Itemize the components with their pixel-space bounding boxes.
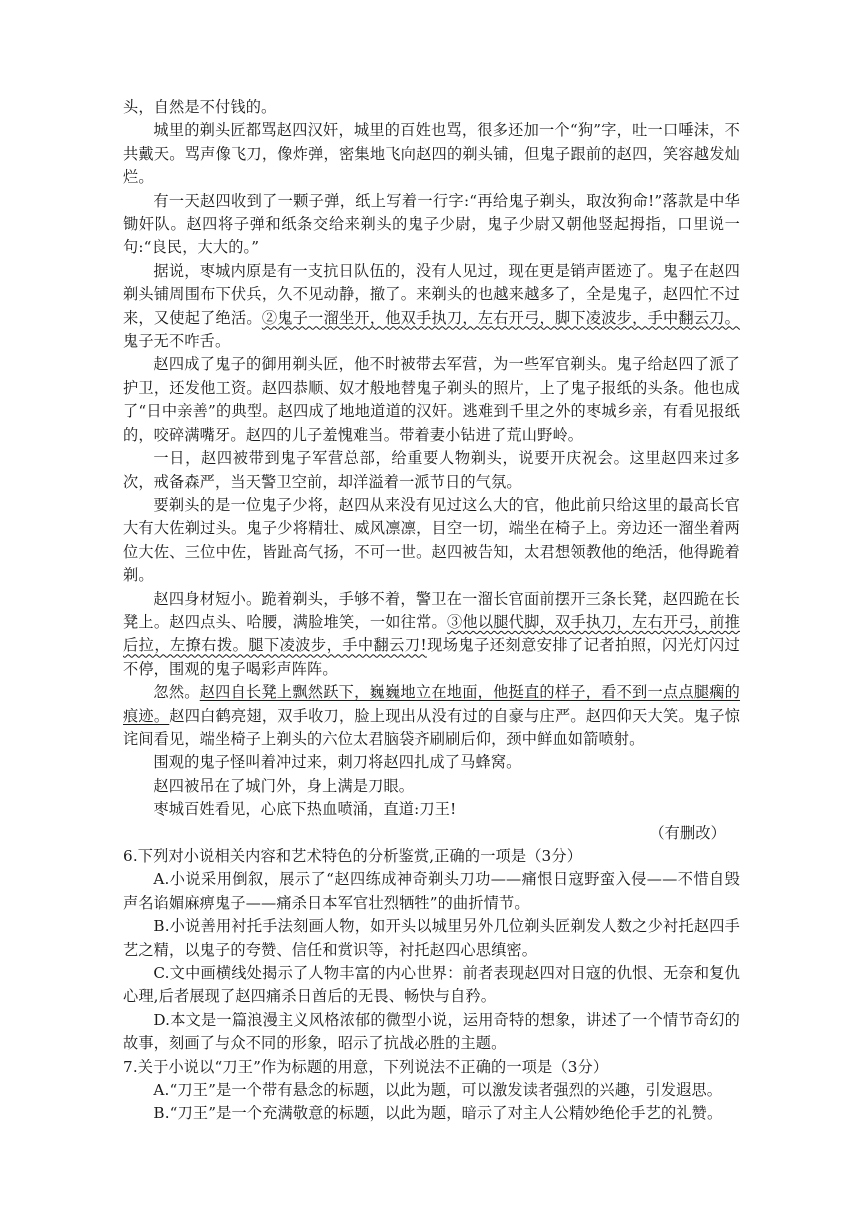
question-6-option-a: A.小说采用倒叙，展示了“赵四练成神奇剃头刀功——痛恨日寇野蛮入侵——不惜自毁声名谄媚麻痹鬼子——痛杀日本军官壮烈牺牲”的曲折情节。 bbox=[123, 870, 740, 912]
question-7-option-a: A.“刀王”是一个带有悬念的标题，以此为题，可以激发读者强烈的兴趣，引发遐思。 bbox=[153, 1081, 723, 1100]
paragraph-text: 赵四身材短小。跪着剃头，手够不着，警卫在一溜长官面前摆开三条长凳，赵四跪在长凳上。赵四点头、哈腰，满脸堆笑，一如往常。 bbox=[123, 589, 740, 631]
paragraph-text: 现场鬼子还刻意安排了记者拍照，闪光灯闪过不停，围观的鬼子喝彩声阵阵。 bbox=[123, 636, 740, 678]
question-6-stem: 6.下列对小说相关内容和艺术特色的分析鉴赏,正确的一项是（3分） bbox=[123, 847, 583, 865]
paragraph-text: 赵四白鹤亮翅，双手收刀，脸上现出从没有过的自豪与庄严。赵四仰天大笑。鬼子惊诧间看见，端坐椅子上剃头的六位太君脑袋齐刷刷后仰，颈中鲜血如箭喷射。 bbox=[123, 706, 740, 748]
passage-paragraph: 赵四成了鬼子的御用剃头匠，他不时被带去军营，为一些军官剃头。鬼子给赵四了派了护卫，还发他工资。赵四恭顺、奴才般地替鬼子剃头的照片，上了鬼子报纸的头条。他也成了“日中亲善”的典型。赵四成了地地道道的汉奸。逃难到千里之外的枣城乡亲，有看见报纸的，咬碎满嘴牙。赵四的儿子羞愧难当。带着妻小钻进了荒山野岭。 bbox=[123, 355, 740, 444]
underlined-sentence-2: ②鬼子一溜坐开，他双手执刀，左右开弓，脚下凌波步，手中翻云刀。 bbox=[261, 308, 740, 327]
source-note: （有删改） bbox=[649, 823, 726, 842]
passage-paragraph: 头，自然是不付钱的。 bbox=[123, 98, 277, 116]
question-6-option-c: C.文中画横线处揭示了人物丰富的内心世界：前者表现赵四对日寇的仇恨、无奈和复仇心理,后者展现了赵四痛杀日酋后的无畏、畅快与自矜。 bbox=[123, 964, 740, 1006]
question-7-stem: 7.关于小说以“刀王”作为标题的用意，下列说法不正确的一项是（3分） bbox=[123, 1057, 609, 1076]
passage-paragraph: 围观的鬼子怪叫着冲过来，刺刀将赵四扎成了马蜂窝。 bbox=[153, 753, 522, 772]
passage-paragraph bbox=[123, 681, 740, 751]
passage-paragraph: 赵四被吊在了城门外，身上满是刀眼。 bbox=[153, 776, 415, 795]
paragraph-text: 据说，枣城内原是有一支抗日队伍的，没有人见过，现在更是销声匿迹了。鬼子在赵四剃头铺周围布下伏兵，久不见动静，撤了。来剃头的也越来越多了，全是鬼子，赵四忙不过来，又使起了绝活。 bbox=[123, 261, 740, 327]
question-6-option-d: D.本文是一篇浪漫主义风格浓郁的微型小说，运用奇特的想象，讲述了一个情节奇幻的故事，刻画了与众不同的形象，昭示了抗战必胜的主题。 bbox=[123, 1010, 740, 1053]
underlined-sentence-3: ③他以腿代脚，双手执刀，左右开弓，前推后拉，左撩右拨。腿下凌波步，手中翻云刀! bbox=[123, 612, 740, 655]
passage-paragraph bbox=[123, 260, 740, 354]
paragraph-text: 鬼子无不咋舌。 bbox=[123, 332, 231, 351]
paragraph-text: 忽然。 bbox=[153, 683, 200, 702]
passage-paragraph: 枣城百姓看见，心底下热血喷涌，直道:刀王! bbox=[153, 800, 457, 819]
passage-paragraph: 有一天赵四收到了一颗子弹，纸上写着一行字:“再给鬼子剃头，取汝狗命!”落款是中华锄奸队。赵四将子弹和纸条交给来剃头的鬼子少尉，鬼子少尉又朝他竖起拇指，口里说一句:“良民，大大的。” bbox=[123, 191, 740, 257]
underlined-sentence: 赵四自长凳上飘然跃下，巍巍地立在地面，他挺直的样子，看不到一点点腿瘸的痕迹。 bbox=[123, 683, 741, 725]
question-7-option-b: B.“刀王”是一个充满敬意的标题，以此为题，暗示了对主人公精妙绝伦手艺的礼赞。 bbox=[153, 1104, 723, 1123]
passage-paragraph: 要剃头的是一位鬼子少将，赵四从来没有见过这么大的官，他此前只给这里的最高长官大有大佐剃过头。鬼子少将精壮、威风凛凛，目空一切，端坐在椅子上。旁边还一溜坐着两位大佐、三位中佐，皆趾高气扬，不可一世。赵四被告知，太君想领教他的绝活，他得跪着剃。 bbox=[123, 495, 740, 585]
passage-paragraph: 一日，赵四被带到鬼子军营总部，给重要人物剃头，说要开庆祝会。这里赵四来过多次，戒备森严，当天警卫空前，却洋溢着一派节日的气氛。 bbox=[123, 449, 740, 491]
passage-paragraph bbox=[123, 588, 740, 682]
passage-paragraph: 城里的剃头匠都骂赵四汉奸，城里的百姓也骂，很多还加一个“狗”字，吐一口唾沫，不共戴天。骂声像飞刀，像炸弹，密集地飞向赵四的剃头铺，但鬼子跟前的赵四，笑容越发灿烂。 bbox=[123, 121, 740, 187]
question-6-option-b: B.小说善用衬托手法刻画人物，如开头以城里另外几位剃头匠剃发人数之少衬托赵四手艺之精，以鬼子的夸赞、信任和赏识等，衬托赵四心思缜密。 bbox=[123, 917, 740, 959]
exam-page bbox=[123, 96, 740, 1126]
